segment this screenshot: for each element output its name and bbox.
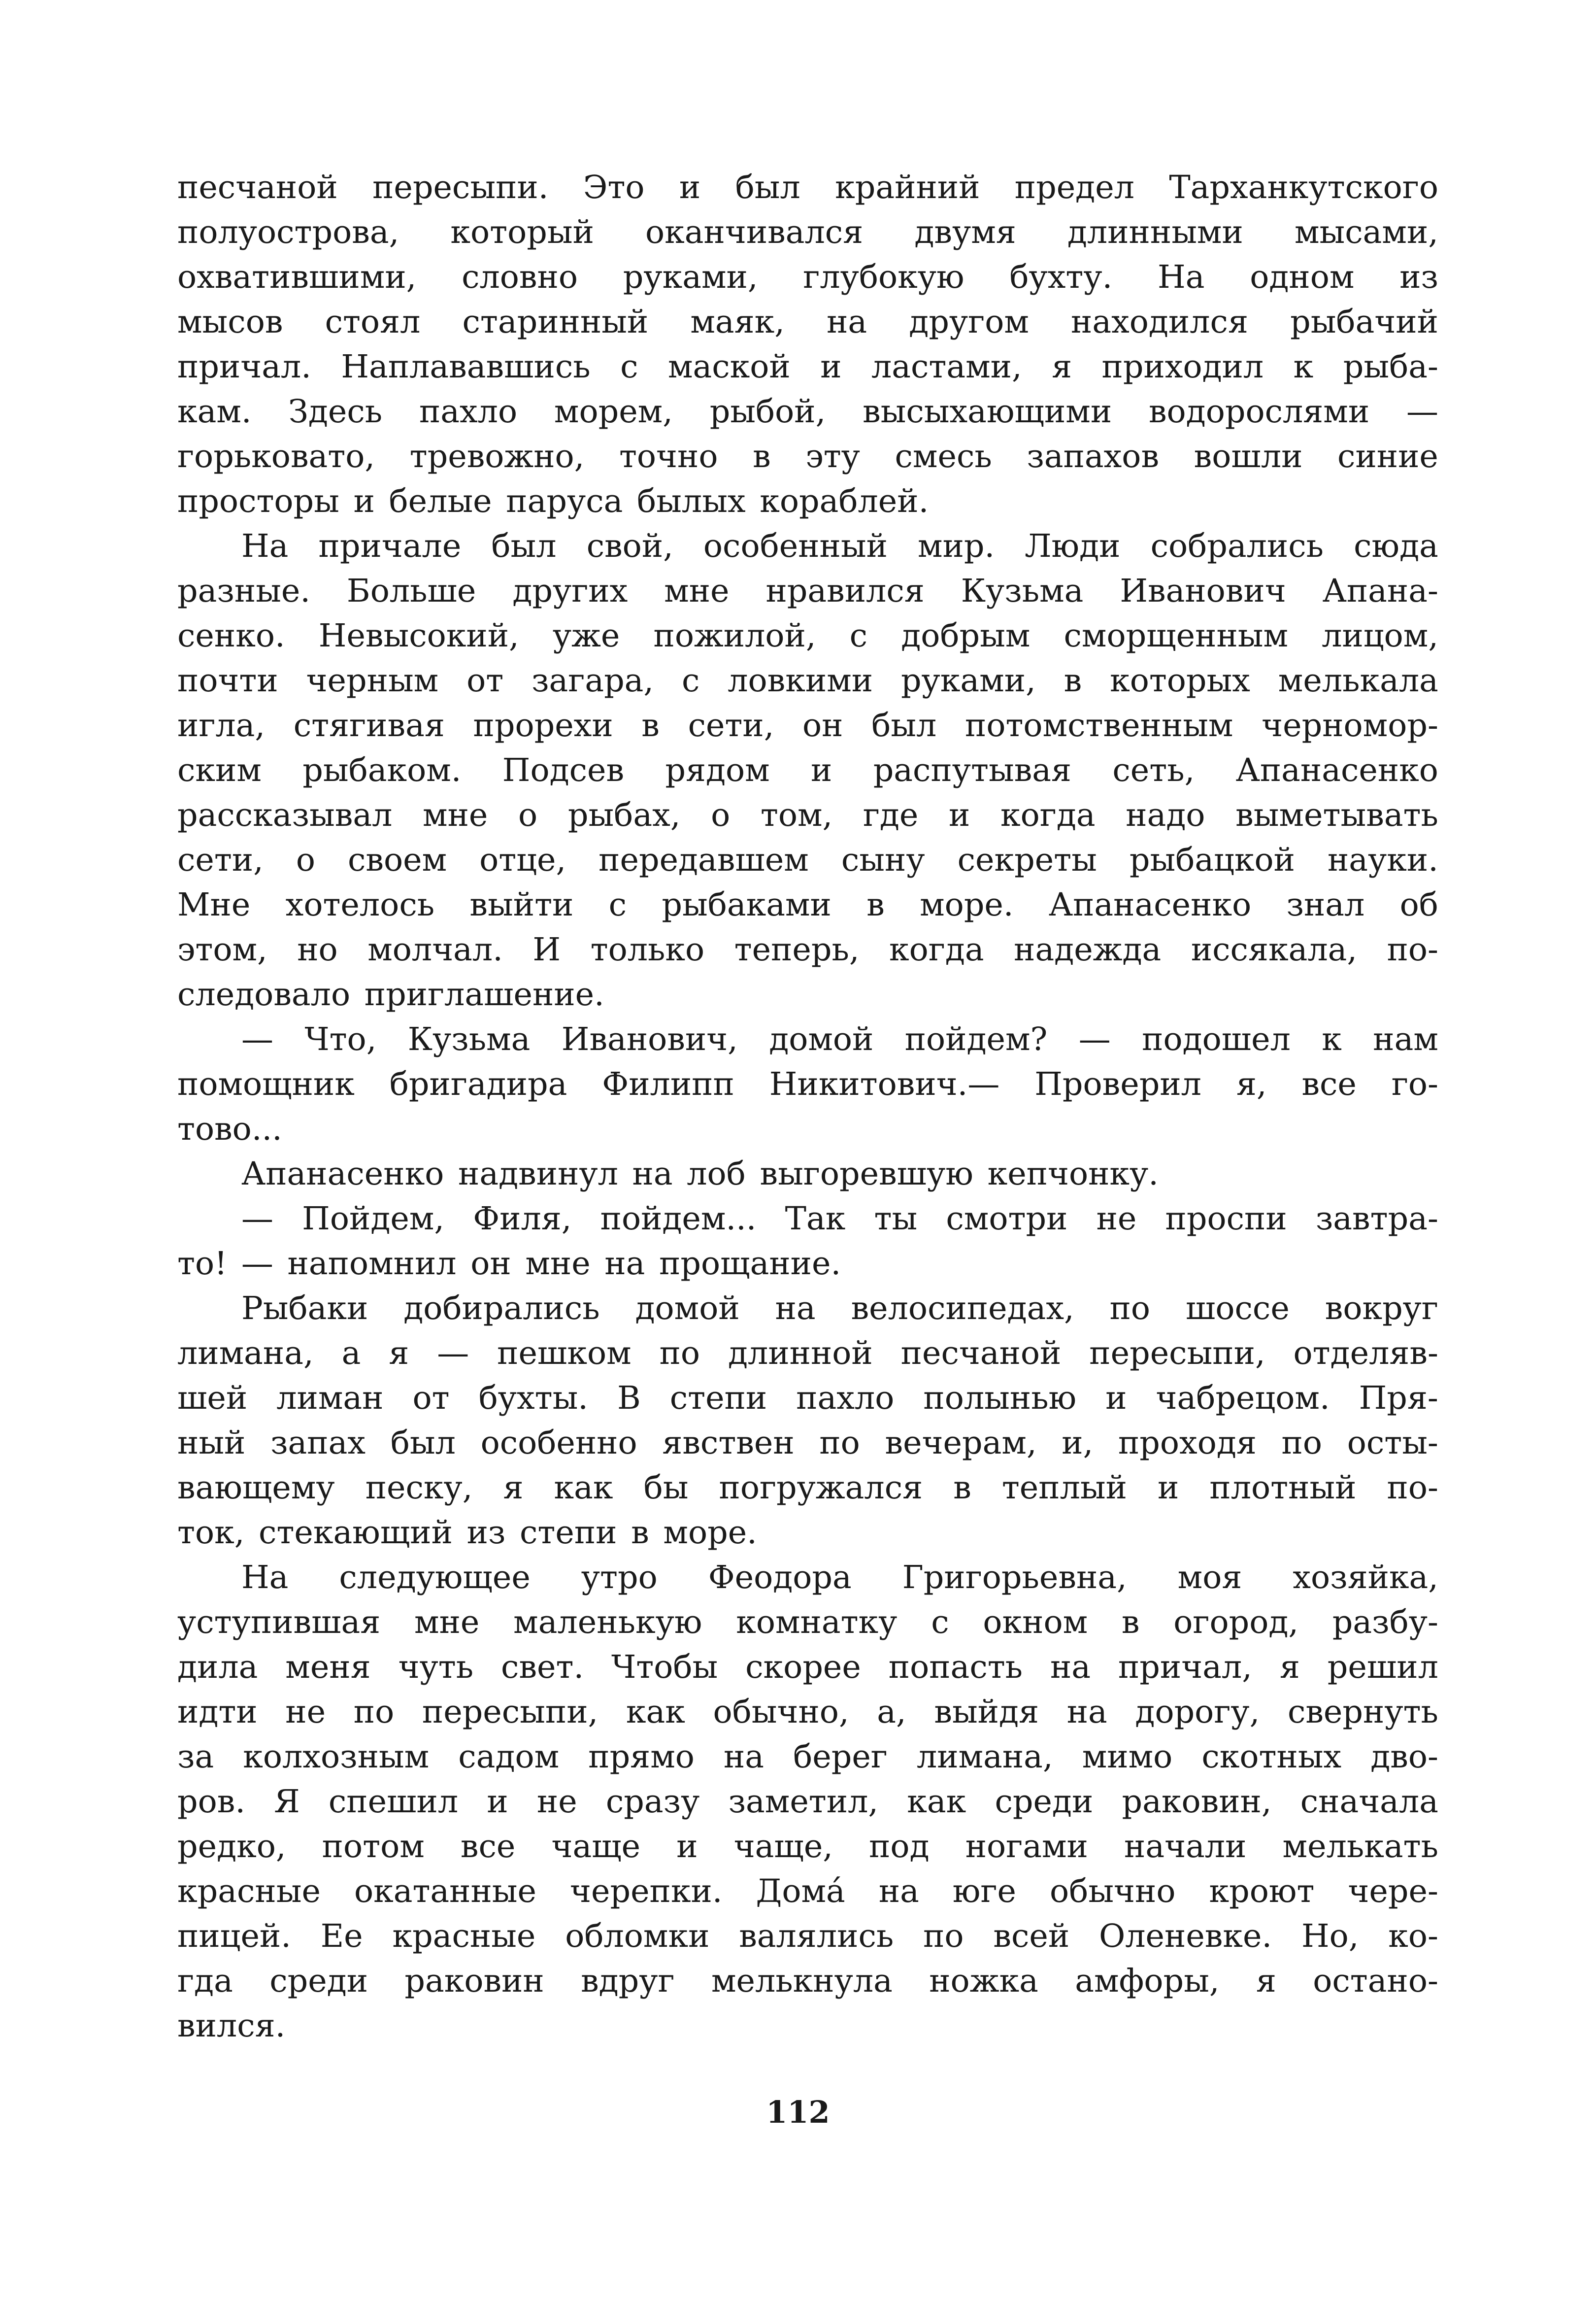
text-line: ток, стекающий из степи в море. bbox=[177, 1514, 757, 1551]
text-line: тово... bbox=[177, 1111, 282, 1148]
text-line: вился. bbox=[177, 2007, 286, 2044]
text-line: разные. Больше других мне нравился Кузьма Иванович Апана- bbox=[177, 573, 1438, 610]
text-line: — Пойдем, Филя, пойдем... Так ты смотри не проспи завтра- bbox=[241, 1200, 1438, 1237]
text-line: красные окатанные черепки. Домá на юге обычно кроют чере- bbox=[177, 1873, 1438, 1910]
page-number: 112 bbox=[766, 2094, 830, 2130]
text-line: за колхозным садом прямо на берег лимана, мимо скотных дво- bbox=[177, 1738, 1438, 1775]
text-line: идти не по пересыпи, как обычно, а, выйдя на дорогу, свернуть bbox=[177, 1694, 1438, 1730]
text-line: ный запах был особенно явствен по вечерам, и, проходя по осты- bbox=[177, 1424, 1438, 1461]
text-line: причал. Наплававшись с маской и ластами, я приходил к рыба- bbox=[177, 348, 1438, 385]
text-line: гда среди раковин вдруг мелькнула ножка амфоры, я остано- bbox=[177, 1963, 1438, 2000]
body-text bbox=[177, 165, 1438, 2048]
text-line: охватившими, словно руками, глубокую бухту. На одном из bbox=[177, 259, 1438, 296]
text-line: уступившая мне маленькую комнатку с окном в огород, разбу- bbox=[177, 1604, 1438, 1641]
text-line: игла, стягивая прорехи в сети, он был потомственным черномор- bbox=[177, 707, 1438, 744]
text-line: Рыбаки добирались домой на велосипедах, по шоссе вокруг bbox=[241, 1290, 1438, 1327]
text-line: редко, потом все чаще и чаще, под ногами начали мелькать bbox=[177, 1828, 1438, 1865]
text-line: Мне хотелось выйти с рыбаками в море. Апанасенко знал об bbox=[177, 886, 1438, 923]
text-line: Апанасенко надвинул на лоб выгоревшую кепчонку. bbox=[241, 1155, 1159, 1192]
text-line: На причале был свой, особенный мир. Люди собрались сюда bbox=[241, 528, 1438, 565]
text-line: лимана, а я — пешком по длинной песчаной пересыпи, отделяв- bbox=[177, 1335, 1438, 1372]
text-line: почти черным от загара, с ловкими руками, в которых мелькала bbox=[177, 662, 1438, 699]
text-line: сенко. Невысокий, уже пожилой, с добрым сморщенным лицом, bbox=[177, 617, 1438, 654]
text-line: кам. Здесь пахло морем, рыбой, высыхающими водорослями — bbox=[177, 393, 1438, 430]
text-line: вающему песку, я как бы погружался в теплый и плотный по- bbox=[177, 1469, 1438, 1506]
text-line: ров. Я спешил и не сразу заметил, как среди раковин, сначала bbox=[177, 1783, 1438, 1820]
text-line: полуострова, который оканчивался двумя длинными мысами, bbox=[177, 214, 1438, 251]
text-line: мысов стоял старинный маяк, на другом находился рыбачий bbox=[177, 304, 1438, 340]
text-line: пицей. Ее красные обломки валялись по всей Оленевке. Но, ко- bbox=[177, 1918, 1438, 1955]
text-line: — Что, Кузьма Иванович, домой пойдем? — подошел к нам bbox=[241, 1021, 1438, 1058]
text-line: ским рыбаком. Подсев рядом и распутывая сеть, Апанасенко bbox=[177, 752, 1438, 789]
text-line: песчаной пересыпи. Это и был крайний предел Тарханкутского bbox=[177, 169, 1438, 206]
text-line: следовало приглашение. bbox=[177, 976, 604, 1013]
text-line: На следующее утро Феодора Григорьевна, моя хозяйка, bbox=[241, 1559, 1438, 1596]
text-line: сети, о своем отце, передавшем сыну секреты рыбацкой науки. bbox=[177, 842, 1438, 879]
text-line: горьковато, тревожно, точно в эту смесь запахов вошли синие bbox=[177, 438, 1438, 475]
text-line: шей лиман от бухты. В степи пахло полынью и чабрецом. Пря- bbox=[177, 1380, 1438, 1417]
text-line: этом, но молчал. И только теперь, когда надежда иссякала, по- bbox=[177, 931, 1438, 968]
text-line: дила меня чуть свет. Чтобы скорее попасть на причал, я решил bbox=[177, 1649, 1438, 1686]
text-line: то! — напомнил он мне на прощание. bbox=[177, 1245, 841, 1282]
text-line: рассказывал мне о рыбах, о том, где и когда надо выметывать bbox=[177, 797, 1438, 834]
text-line: просторы и белые паруса былых кораблей. bbox=[177, 483, 929, 520]
text-line: помощник бригадира Филипп Никитович.— Проверил я, все го- bbox=[177, 1066, 1438, 1103]
